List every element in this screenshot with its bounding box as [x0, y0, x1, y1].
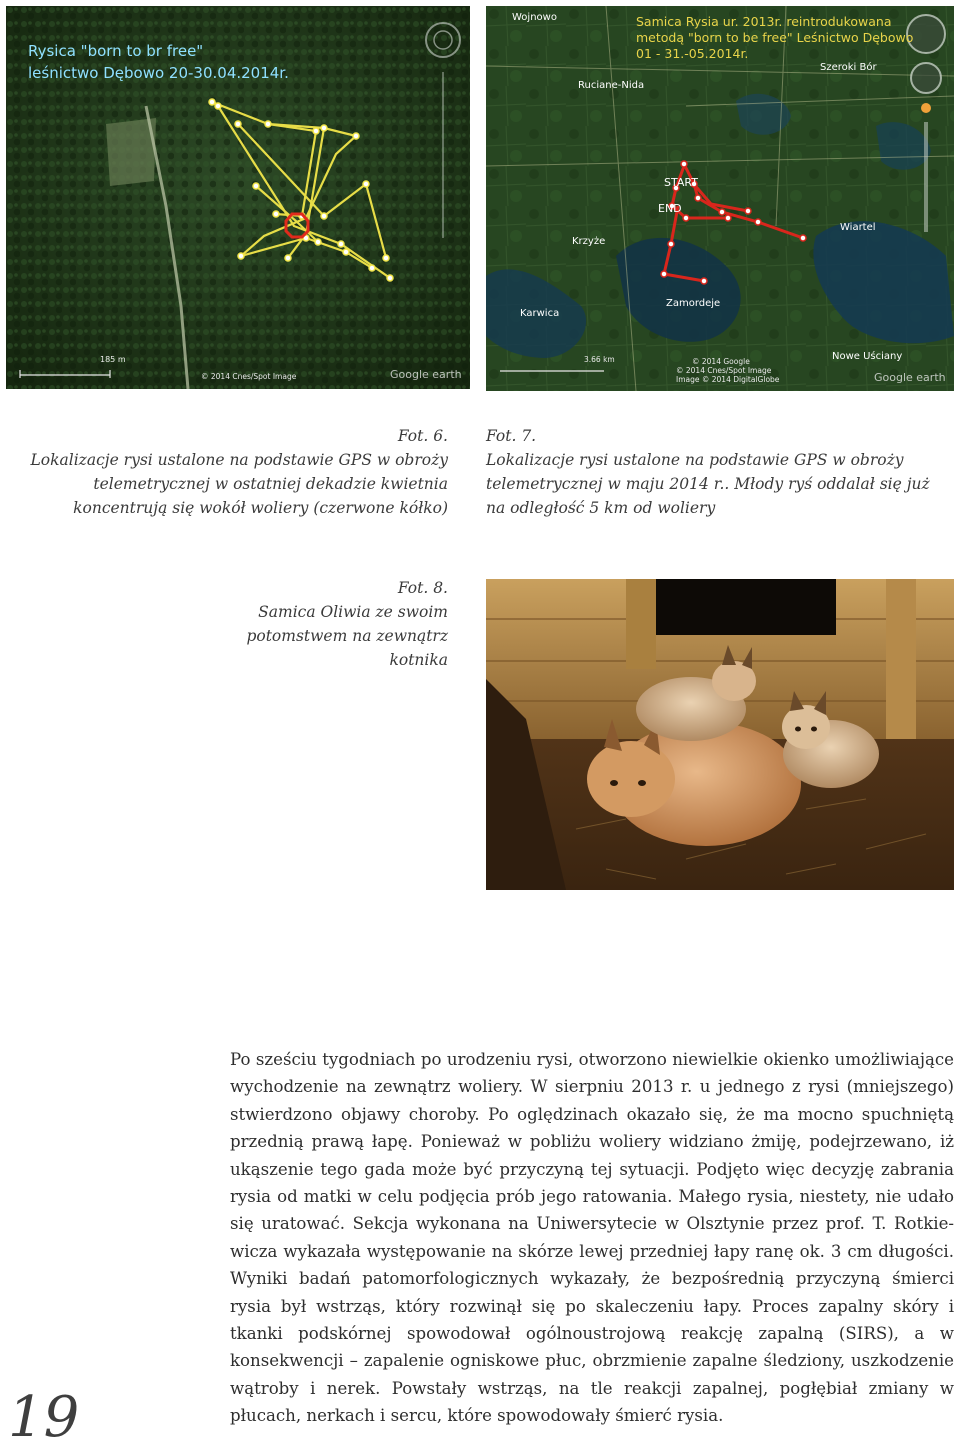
fig6-map-title-1: Rysica "born to br free"	[28, 42, 204, 60]
fig6-caption-line: Lokalizacje rysi ustalone na podstawie GPS w obroży	[30, 451, 448, 469]
place-wiartel: Wiartel	[840, 222, 876, 233]
fig6-attribution: © 2014 Cnes/Spot Image	[201, 372, 297, 381]
place-ruciane-nida: Ruciane-Nida	[578, 80, 645, 91]
fig8-caption-label: Fot. 8.	[397, 579, 448, 597]
place-end: END	[658, 202, 682, 215]
fig7-satellite-map	[486, 6, 954, 391]
fig7-attribution-2: © 2014 Cnes/Spot Image	[676, 366, 772, 375]
place-wojnowo: Wojnowo	[512, 12, 557, 23]
fig8-caption-line: potomstwem na zewnątrz	[246, 627, 448, 645]
fig6-map-title-2: leśnictwo Dębowo 20-30.04.2014r.	[28, 64, 289, 82]
fig8-caption-line: kotnika	[389, 651, 448, 669]
fig7-caption-line: Lokalizacje rysi ustalone na podstawie GPS w obroży	[486, 451, 904, 469]
fig7-map-title-3: 01 - 31.-05.2014r.	[636, 46, 749, 61]
page-number: 19	[8, 1385, 80, 1450]
fig7-map-title-1: Samica Rysia ur. 2013r. reintrodukowana	[636, 14, 892, 29]
place-nowe-usciany: Nowe Uściany	[832, 351, 903, 362]
place-start: START	[664, 176, 698, 189]
fig6-caption-line: telemetrycznej w ostatniej dekadzie kwietnia	[93, 475, 448, 493]
fig8-caption-line: Samica Oliwia ze swoim	[258, 603, 448, 621]
fig6-caption-label: Fot. 6.	[397, 427, 448, 445]
fig6-satellite-map	[6, 6, 470, 389]
place-karwica: Karwica	[520, 308, 560, 319]
place-szeroki-bor: Szeroki Bór	[820, 62, 877, 73]
fig7-scale-label: 3.66 km	[584, 355, 615, 364]
fig7-attribution-3: Image © 2014 DigitalGlobe	[676, 375, 780, 384]
fig6-scale-label: 185 m	[100, 355, 126, 364]
fig7-caption-line: telemetrycznej w maju 2014 r.. Młody ryś oddalał się już	[486, 475, 930, 493]
fig6-brand: Google earth	[390, 368, 462, 381]
fig8-caption	[148, 576, 448, 672]
fig6-caption-line: koncentrują się wokół woliery (czerwone kółko)	[73, 499, 448, 517]
fig8-lynx-photo	[486, 579, 954, 890]
fig6-caption	[8, 424, 448, 520]
fig7-caption	[486, 424, 956, 520]
fig7-brand: Google earth	[874, 371, 946, 384]
place-zamordeje: Zamordeje	[666, 298, 721, 309]
fig7-caption-label: Fot. 7.	[486, 427, 537, 445]
fig7-caption-line: na odległość 5 km od woliery	[486, 499, 716, 517]
body-paragraph: Po sześciu tygodniach po urodzeniu rysi, otworzono niewielkie okienko umożliwiające wychodzenie na zewnątrz woliery. W sierpniu 2013 r. u jednego z rysi (mniejszego) stwierdzono objawy choroby. Po oględzinach okazało się, że ma mocno spuchniętą przednią prawą łapę. Ponieważ w pobliżu woliery widziano żmiję, podejrzewano, iż ukąszenie tego gada może być przyczyną tej sytuacji. Podjęto więc decyzję zabrania rysia od matki w celu podjęcia prób jego ratowania. Małego rysia, niestety, nie udało się uratować. Sekcja wykonana na Uniwersytecie w Olsztynie przez prof. T. Rotkiewicza wykazała występowanie na skórze lewej przedniej łapy ranę ok. 3 cm długości. Wyniki badań patomorfologicznych wykazały, że bezpośrednią przyczyną śmierci rysia był wstrząs, który rozwinął się po skaleczeniu łapy. Proces zapalny skóry i tkanki podskórnej spowodował ogólnoustrojową reakcję zapalną (SIRS), a w konsekwencji – zapalenie ogniskowe płuc, obrzmienie zapalne śledziony, uszkodzenie wątroby i nerek. Powstały wstrząs, na tle reakcji zapalnej, pogłębiał zmiany w płucach, nerkach i sercu, które spowodowały śmierć rysia.	[230, 1050, 954, 1426]
fig7-attribution-1: © 2014 Google	[692, 357, 750, 366]
place-krzyze: Krzyże	[572, 236, 606, 247]
fig7-map-title-2: metodą "born to be free" Leśnictwo Dębowo	[636, 30, 914, 45]
